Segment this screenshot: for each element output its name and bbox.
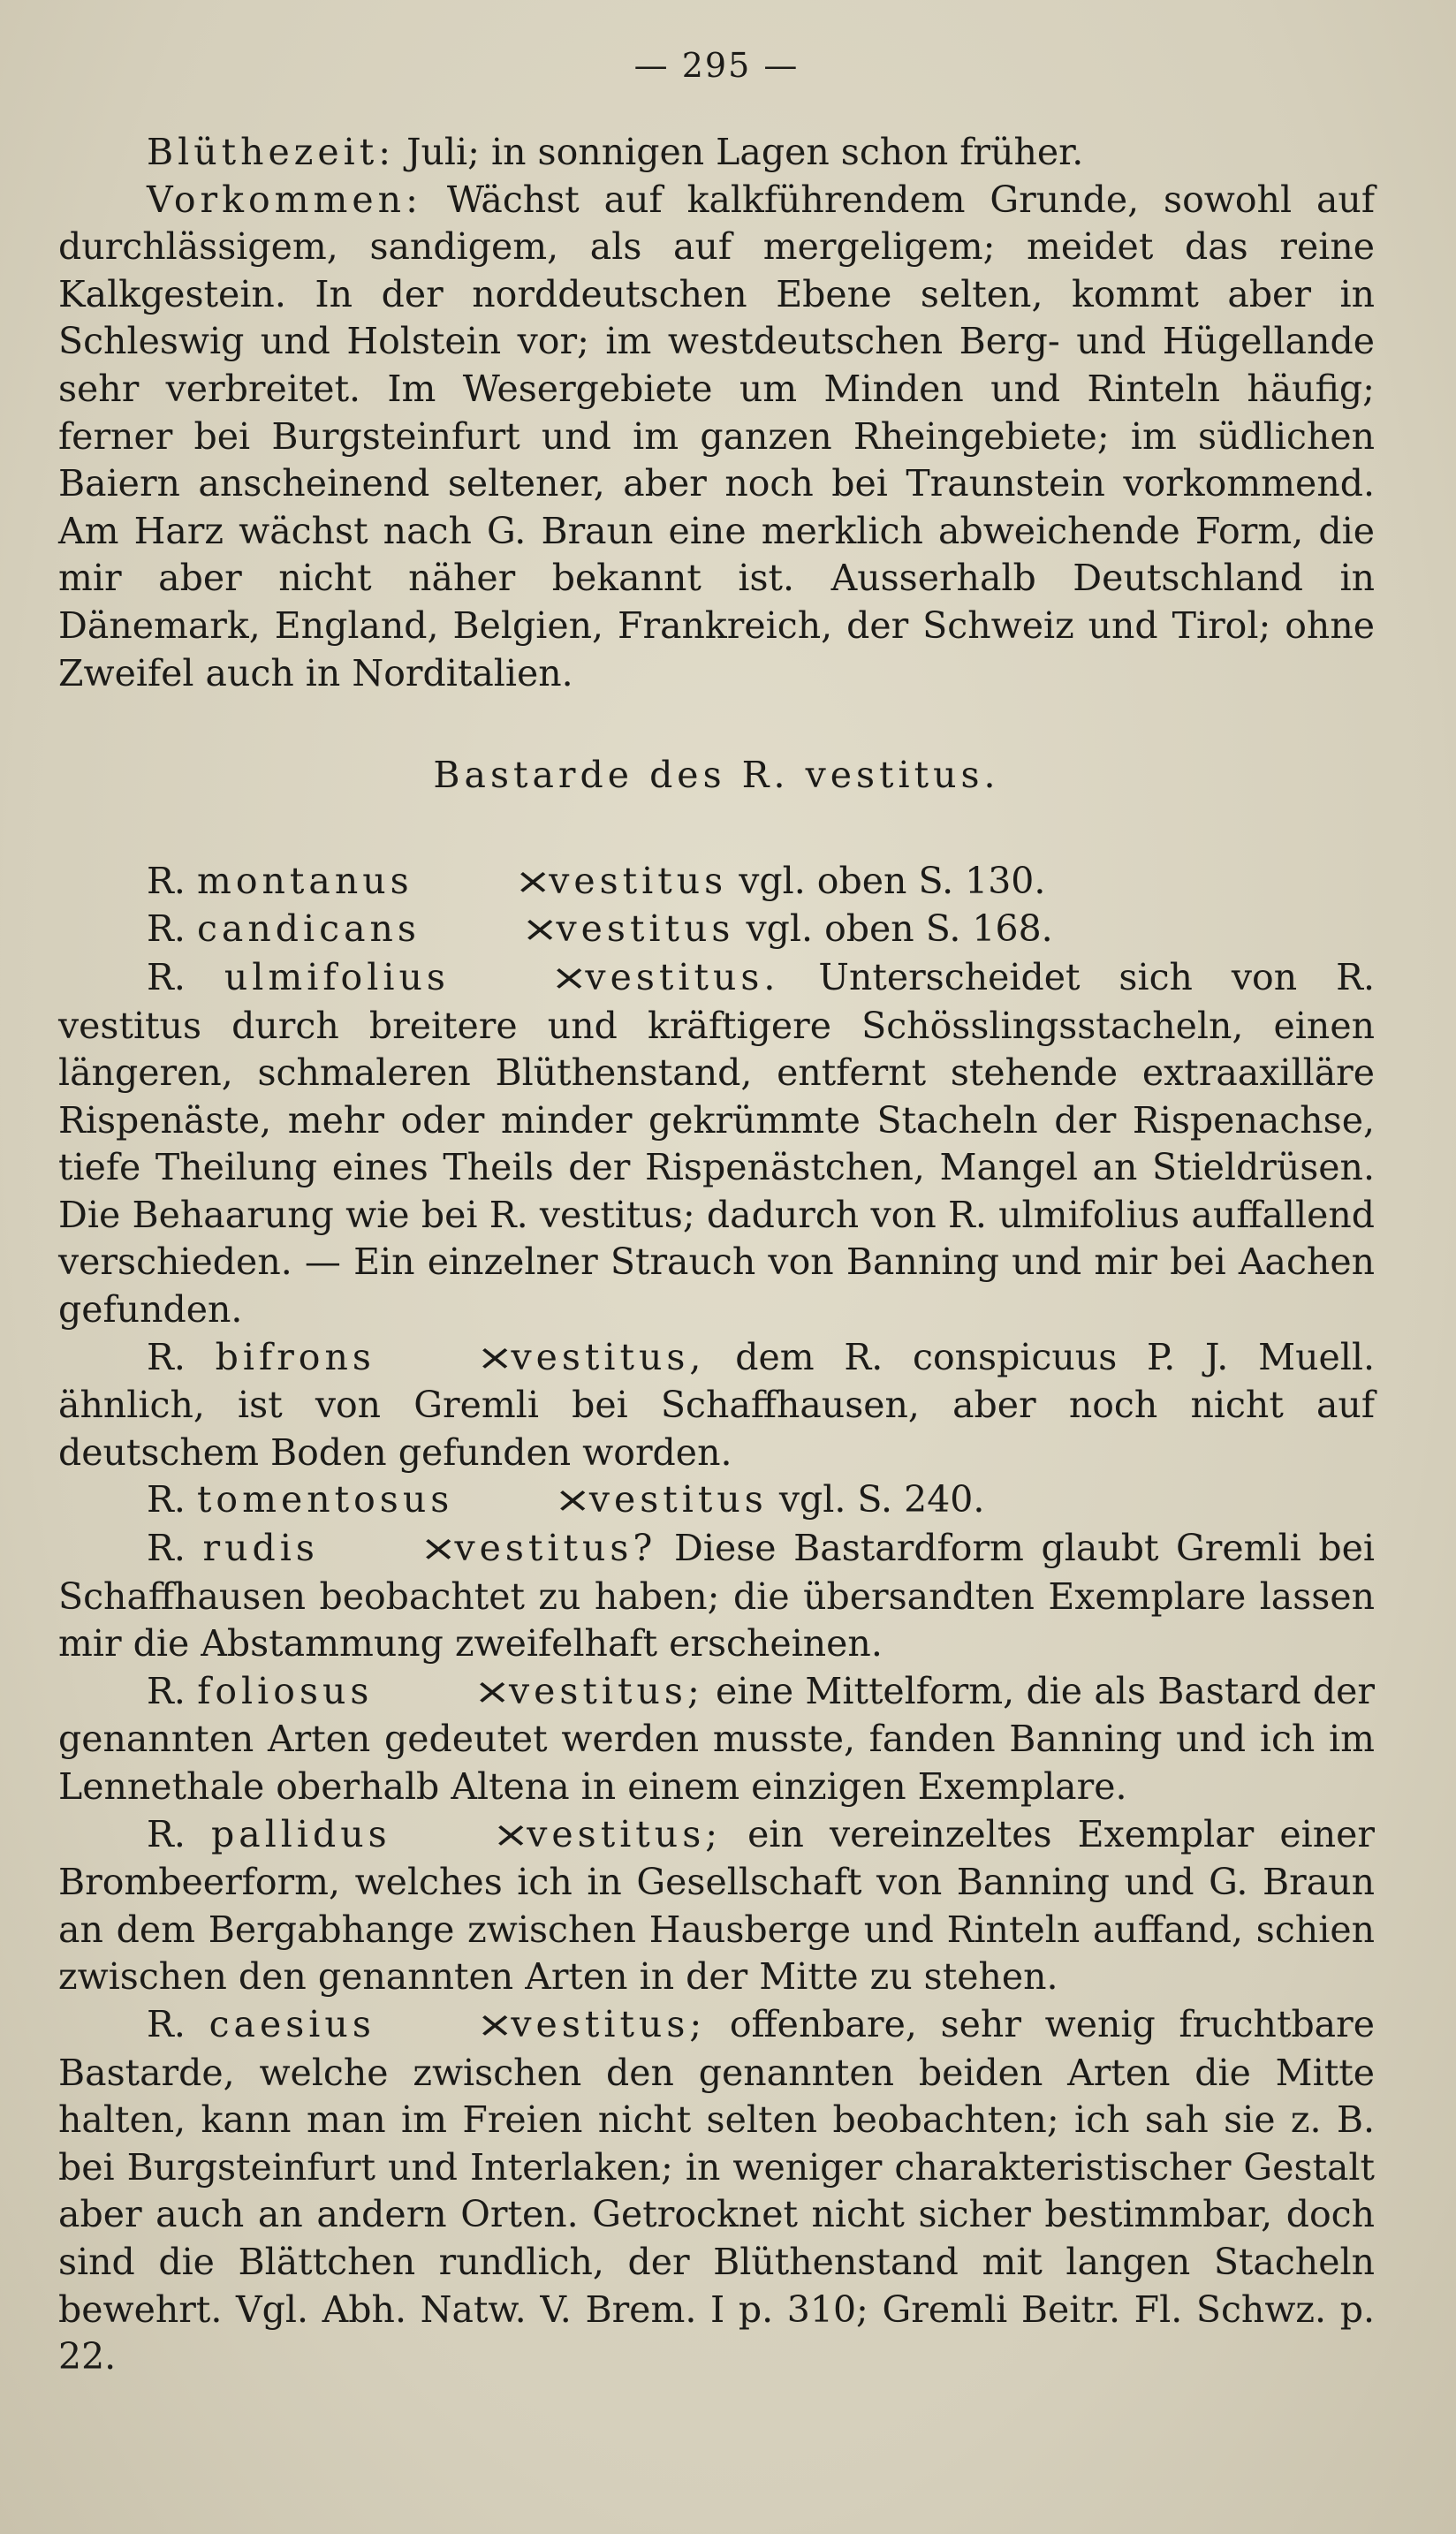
vorkommen-paragraph xyxy=(58,177,1375,698)
hybrid-genus: R. xyxy=(147,859,197,902)
hybrid-cross-symbol: × xyxy=(476,1337,514,1378)
hybrid-name-1: ulmifolius xyxy=(224,955,450,998)
hybrid-genus: R. xyxy=(147,1478,197,1521)
hybrid-name-1: tomentosus xyxy=(196,1478,454,1521)
hybrid-entry xyxy=(58,1334,1375,1477)
hybrid-genus: R. xyxy=(147,1669,198,1712)
hybrid-genus: R. xyxy=(147,907,197,951)
hybrid-list xyxy=(58,858,1375,2381)
hybrid-name-2: vestitus xyxy=(588,1478,768,1521)
hybrid-name-1: pallidus xyxy=(211,1812,391,1855)
hybrid-cross-symbol: × xyxy=(521,909,559,951)
hybrid-name-1: caesius xyxy=(209,2002,375,2045)
vorkommen-label: Vorkommen: xyxy=(147,178,422,221)
section-heading-text: Bastarde des R. vestitus. xyxy=(433,754,1000,797)
hybrid-text: vgl. S. 240. xyxy=(767,1478,985,1521)
hybrid-text: vgl. oben S. 168. xyxy=(734,907,1053,951)
hybrid-cross-symbol: × xyxy=(513,861,551,902)
hybrid-cross-symbol: × xyxy=(476,2004,514,2045)
page-number: — 295 — xyxy=(633,46,800,85)
hybrid-entry xyxy=(58,1476,1375,1525)
hybrid-name-1: rudis xyxy=(202,1527,319,1570)
hybrid-name-2: vestitus. xyxy=(585,955,780,998)
hybrid-name-2: vestitus; xyxy=(527,1812,723,1855)
bluethezeit-paragraph xyxy=(58,129,1375,177)
hybrid-name-2: vestitus? xyxy=(454,1527,657,1570)
hybrid-cross-symbol: × xyxy=(554,1480,592,1521)
hybrid-text: vgl. oben S. 130. xyxy=(727,859,1046,902)
hybrid-entry xyxy=(58,906,1375,954)
hybrid-cross-symbol: × xyxy=(492,1814,529,1855)
hybrid-name-2: vestitus; xyxy=(511,2002,707,2045)
section-heading xyxy=(58,752,1375,800)
hybrid-cross-symbol: × xyxy=(550,957,588,998)
hybrid-name-2: vestitus xyxy=(556,907,735,951)
hybrid-name-1: montanus xyxy=(196,859,413,902)
hybrid-cross-symbol: × xyxy=(474,1671,512,1712)
hybrid-cross-symbol: × xyxy=(420,1529,458,1570)
hybrid-entry xyxy=(58,2001,1375,2381)
hybrid-entry xyxy=(58,1668,1375,1811)
bluethezeit-text: Juli; in sonnigen Lagen schon früher. xyxy=(395,131,1084,173)
hybrid-genus: R. xyxy=(147,1527,203,1570)
hybrid-entry xyxy=(58,858,1375,907)
hybrid-name-1: bifrons xyxy=(215,1335,375,1378)
hybrid-name-2: vestitus; xyxy=(508,1669,704,1712)
hybrid-text: offenbare, sehr wenig fruchtbare Bastarde, welche zwischen den genannten beiden Arten die Mitte halten, kann man im Freien nicht selten beobachten; ich sah sie z. B. bei Burgsteinfurt und Interlaken; in weniger charakteristischer Gestalt aber auch an andern Orten. Getrocknet nicht sicher bestimmbar, doch sind die Blättchen rundlich, der Blüthenstand mit langen Stacheln bewehrt. Vgl. Abh. Natw. V. Brem. I p. 310; Gremli Beitr. Fl. Schwz. p. 22. xyxy=(58,2002,1375,2378)
hybrid-entry xyxy=(58,954,1375,1334)
hybrid-name-1: candicans xyxy=(196,907,421,951)
vorkommen-text: Wächst auf kalkführendem Grunde, sowohl auf durchlässigem, sandigem, als auf mergeligem; meidet das reine Kalkgestein. In der norddeutschen Ebene selten, kommt aber in Schleswig und Holstein vor; im westdeutschen Berg- und Hügellande sehr verbreitet. Im Wesergebiete um Minden und Rinteln häufig; ferner bei Burgsteinfurt und im ganzen Rheingebiete; im südlichen Baiern anscheinend seltener, aber noch bei Traunstein vorkommend. Am Harz wächst nach G. Braun eine merklich abweichende Form, die mir aber nicht näher bekannt ist. Ausserhalb Deutschland in Dänemark, England, Belgien, Frankreich, der Schweiz und Tirol; ohne Zweifel auch in Norditalien. xyxy=(58,178,1375,694)
hybrid-text: eine Mittelform, die als Bastard der genannten Arten gedeutet werden musste, fanden Banning und ich im Lennethale oberhalb Altena in einem einzigen Exemplare. xyxy=(58,1669,1375,1808)
hybrid-text: Unterscheidet sich von R. vestitus durch breitere und kräftigere Schösslingsstacheln, einen längeren, schmaleren Blüthenstand, entfernt stehende extraaxilläre Rispenäste, mehr oder minder gekrümmte Stacheln der Rispenachse, tiefe Theilung eines Theils der Rispenästchen, Mangel an Stieldrüsen. Die Behaarung wie bei R. vestitus; dadurch von R. ulmifolius auffallend verschieden. — Ein einzelner Strauch von Banning und mir bei Aachen gefunden. xyxy=(58,955,1375,1331)
hybrid-name-1: foliosus xyxy=(197,1669,374,1712)
bluethezeit-label: Blüthezeit: xyxy=(147,131,396,173)
hybrid-name-2: vestitus xyxy=(549,859,728,902)
hybrid-genus: R. xyxy=(147,1812,211,1855)
hybrid-entry xyxy=(58,1525,1375,1668)
hybrid-text: Diese Bastardform glaubt Gremli bei Schaffhausen beobachtet zu haben; die übersandten Exemplare lassen mir die Abstammung zweifelhaft erscheinen. xyxy=(58,1527,1375,1665)
hybrid-genus: R. xyxy=(147,955,224,998)
hybrid-text: ein vereinzeltes Exemplar einer Brombeerform, welches ich in Gesellschaft von Banning und G. Braun an dem Bergabhange zwischen Hausberge und Rinteln auffand, schien zwischen den genannten Arten in der Mitte zu stehen. xyxy=(58,1812,1376,1999)
hybrid-text: dem R. conspicuus P. J. Muell. ähnlich, ist von Gremli bei Schaffhausen, aber noch nicht auf deutschem Boden gefunden worden. xyxy=(58,1335,1375,1474)
hybrid-genus: R. xyxy=(147,2002,209,2045)
hybrid-entry xyxy=(58,1811,1375,2001)
hybrid-name-2: vestitus, xyxy=(511,1335,706,1378)
hybrid-genus: R. xyxy=(147,1335,216,1378)
